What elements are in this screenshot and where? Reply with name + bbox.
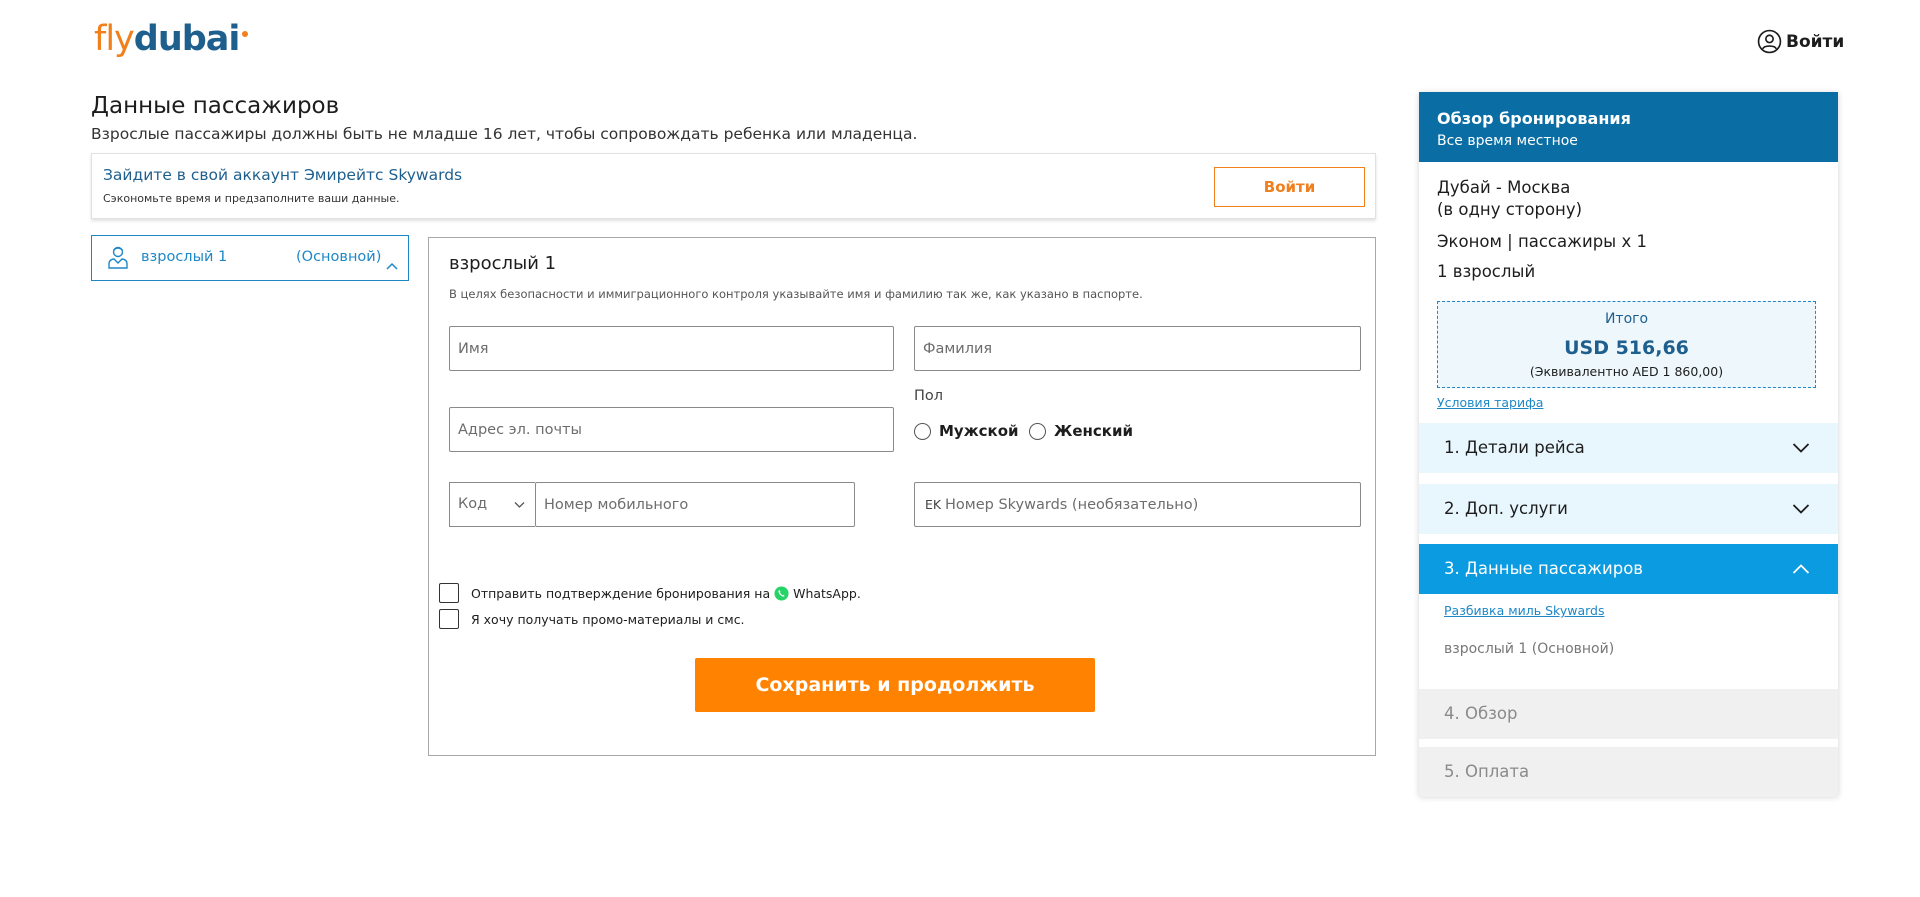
skywards-prefix: EK <box>925 497 942 512</box>
last-name-field <box>914 326 1361 371</box>
step-review[interactable] <box>1419 689 1838 739</box>
skywards-number-input[interactable] <box>915 483 1360 526</box>
step-label: 3. Данные пассажиров <box>1444 559 1644 578</box>
gender-male-label: Мужской <box>939 422 1019 440</box>
logo-dot <box>242 31 248 37</box>
whatsapp-text: Отправить подтверждение бронирования на <box>471 585 771 601</box>
step-label: 2. Доп. услуги <box>1444 499 1568 518</box>
summary-cabin: Эконом | пассажиры x 1 <box>1437 232 1647 251</box>
whatsapp-brand: WhatsApp. <box>793 585 861 601</box>
step-payment[interactable] <box>1419 747 1838 797</box>
step-label: 5. Оплата <box>1444 762 1530 781</box>
gender-female-radio[interactable] <box>1029 422 1133 440</box>
total-price-box <box>1437 301 1816 388</box>
step-label: 4. Обзор <box>1444 704 1518 723</box>
gender-female-label: Женский <box>1054 422 1133 440</box>
passenger-form <box>428 237 1376 756</box>
radio-circle <box>1029 423 1046 440</box>
first-name-field <box>449 326 894 371</box>
skywards-login-button[interactable]: Войти <box>1214 167 1365 207</box>
gender-male-radio[interactable] <box>914 422 1019 440</box>
skywards-miles-link[interactable]: Разбивка миль Skywards <box>1444 603 1605 618</box>
header-login-button[interactable] <box>1757 29 1844 54</box>
page-title: Данные пассажиров <box>91 93 340 119</box>
skywards-description: Сэкономьте время и предзаполните ваши данные. <box>103 192 400 205</box>
summary-title: Обзор бронирования <box>1437 109 1631 128</box>
mobile-input[interactable] <box>536 483 854 526</box>
user-circle-icon <box>1757 29 1782 54</box>
whatsapp-checkbox[interactable] <box>439 583 459 603</box>
last-name-input[interactable] <box>915 327 1360 370</box>
total-equivalent: (Эквивалентно AED 1 860,00) <box>1529 364 1724 379</box>
form-note: В целях безопасности и иммиграционного контроля указывайте имя и фамилию так же, как указано в паспорте. <box>449 287 1143 301</box>
whatsapp-consent-text <box>471 586 861 601</box>
phone-code-label: Код <box>458 496 488 512</box>
gender-label: Пол <box>914 388 944 404</box>
passenger-tab-primary: (Основной) <box>296 249 382 265</box>
whatsapp-consent-row <box>439 583 861 603</box>
chevron-down-icon <box>1792 503 1810 515</box>
logo-fly-text: fly <box>94 19 134 59</box>
page-subtitle: Взрослые пассажиры должны быть не младше 16 лет, чтобы сопровождать ребенка или младенца. <box>91 125 918 143</box>
radio-circle <box>914 423 931 440</box>
logo-dubai-text: dubai <box>133 19 240 59</box>
promo-consent-text: Я хочу получать промо-материалы и смс. <box>471 611 745 627</box>
phone-code-select[interactable] <box>449 482 535 527</box>
email-input[interactable] <box>450 408 893 451</box>
skywards-title: Зайдите в свой аккаунт Эмирейтс Skywards <box>103 166 463 184</box>
summary-trip-type: (в одну сторону) <box>1437 200 1583 219</box>
step-flight-details[interactable] <box>1419 423 1838 473</box>
total-label: Итого <box>1604 311 1649 327</box>
chevron-down-icon <box>514 501 525 509</box>
chevron-up-icon <box>1792 563 1810 575</box>
chevron-down-icon <box>1792 442 1810 454</box>
flydubai-logo[interactable] <box>94 14 239 64</box>
summary-subtitle: Все время местное <box>1437 133 1578 149</box>
summary-passengers: 1 взрослый <box>1437 262 1536 281</box>
email-field <box>449 407 894 452</box>
header-login-label: Войти <box>1786 31 1845 52</box>
summary-header <box>1419 92 1838 162</box>
total-amount: USD 516,66 <box>1564 337 1689 359</box>
save-continue-button[interactable]: Сохранить и продолжить <box>695 658 1095 712</box>
step-extras[interactable] <box>1419 484 1838 534</box>
promo-checkbox[interactable] <box>439 609 459 629</box>
passenger-summary-item: взрослый 1 (Основной) <box>1444 641 1615 657</box>
chevron-up-icon <box>386 262 398 270</box>
skywards-number-field <box>914 482 1361 527</box>
summary-route: Дубай - Москва <box>1437 178 1571 197</box>
booking-summary-sidebar <box>1419 92 1838 796</box>
step-passenger-details[interactable] <box>1419 544 1838 594</box>
passenger-tab-adult-1[interactable] <box>91 235 409 281</box>
form-title: взрослый 1 <box>449 253 557 274</box>
whatsapp-icon <box>774 586 789 601</box>
passenger-tab-label: взрослый 1 <box>141 249 228 265</box>
passenger-user-icon <box>107 245 129 269</box>
skywards-login-panel <box>91 153 1376 219</box>
header <box>0 0 1920 80</box>
mobile-field <box>535 482 855 527</box>
step-label: 1. Детали рейса <box>1444 438 1585 457</box>
promo-consent-row <box>439 609 745 629</box>
first-name-input[interactable] <box>450 327 893 370</box>
fare-conditions-link[interactable]: Условия тарифа <box>1437 395 1544 410</box>
